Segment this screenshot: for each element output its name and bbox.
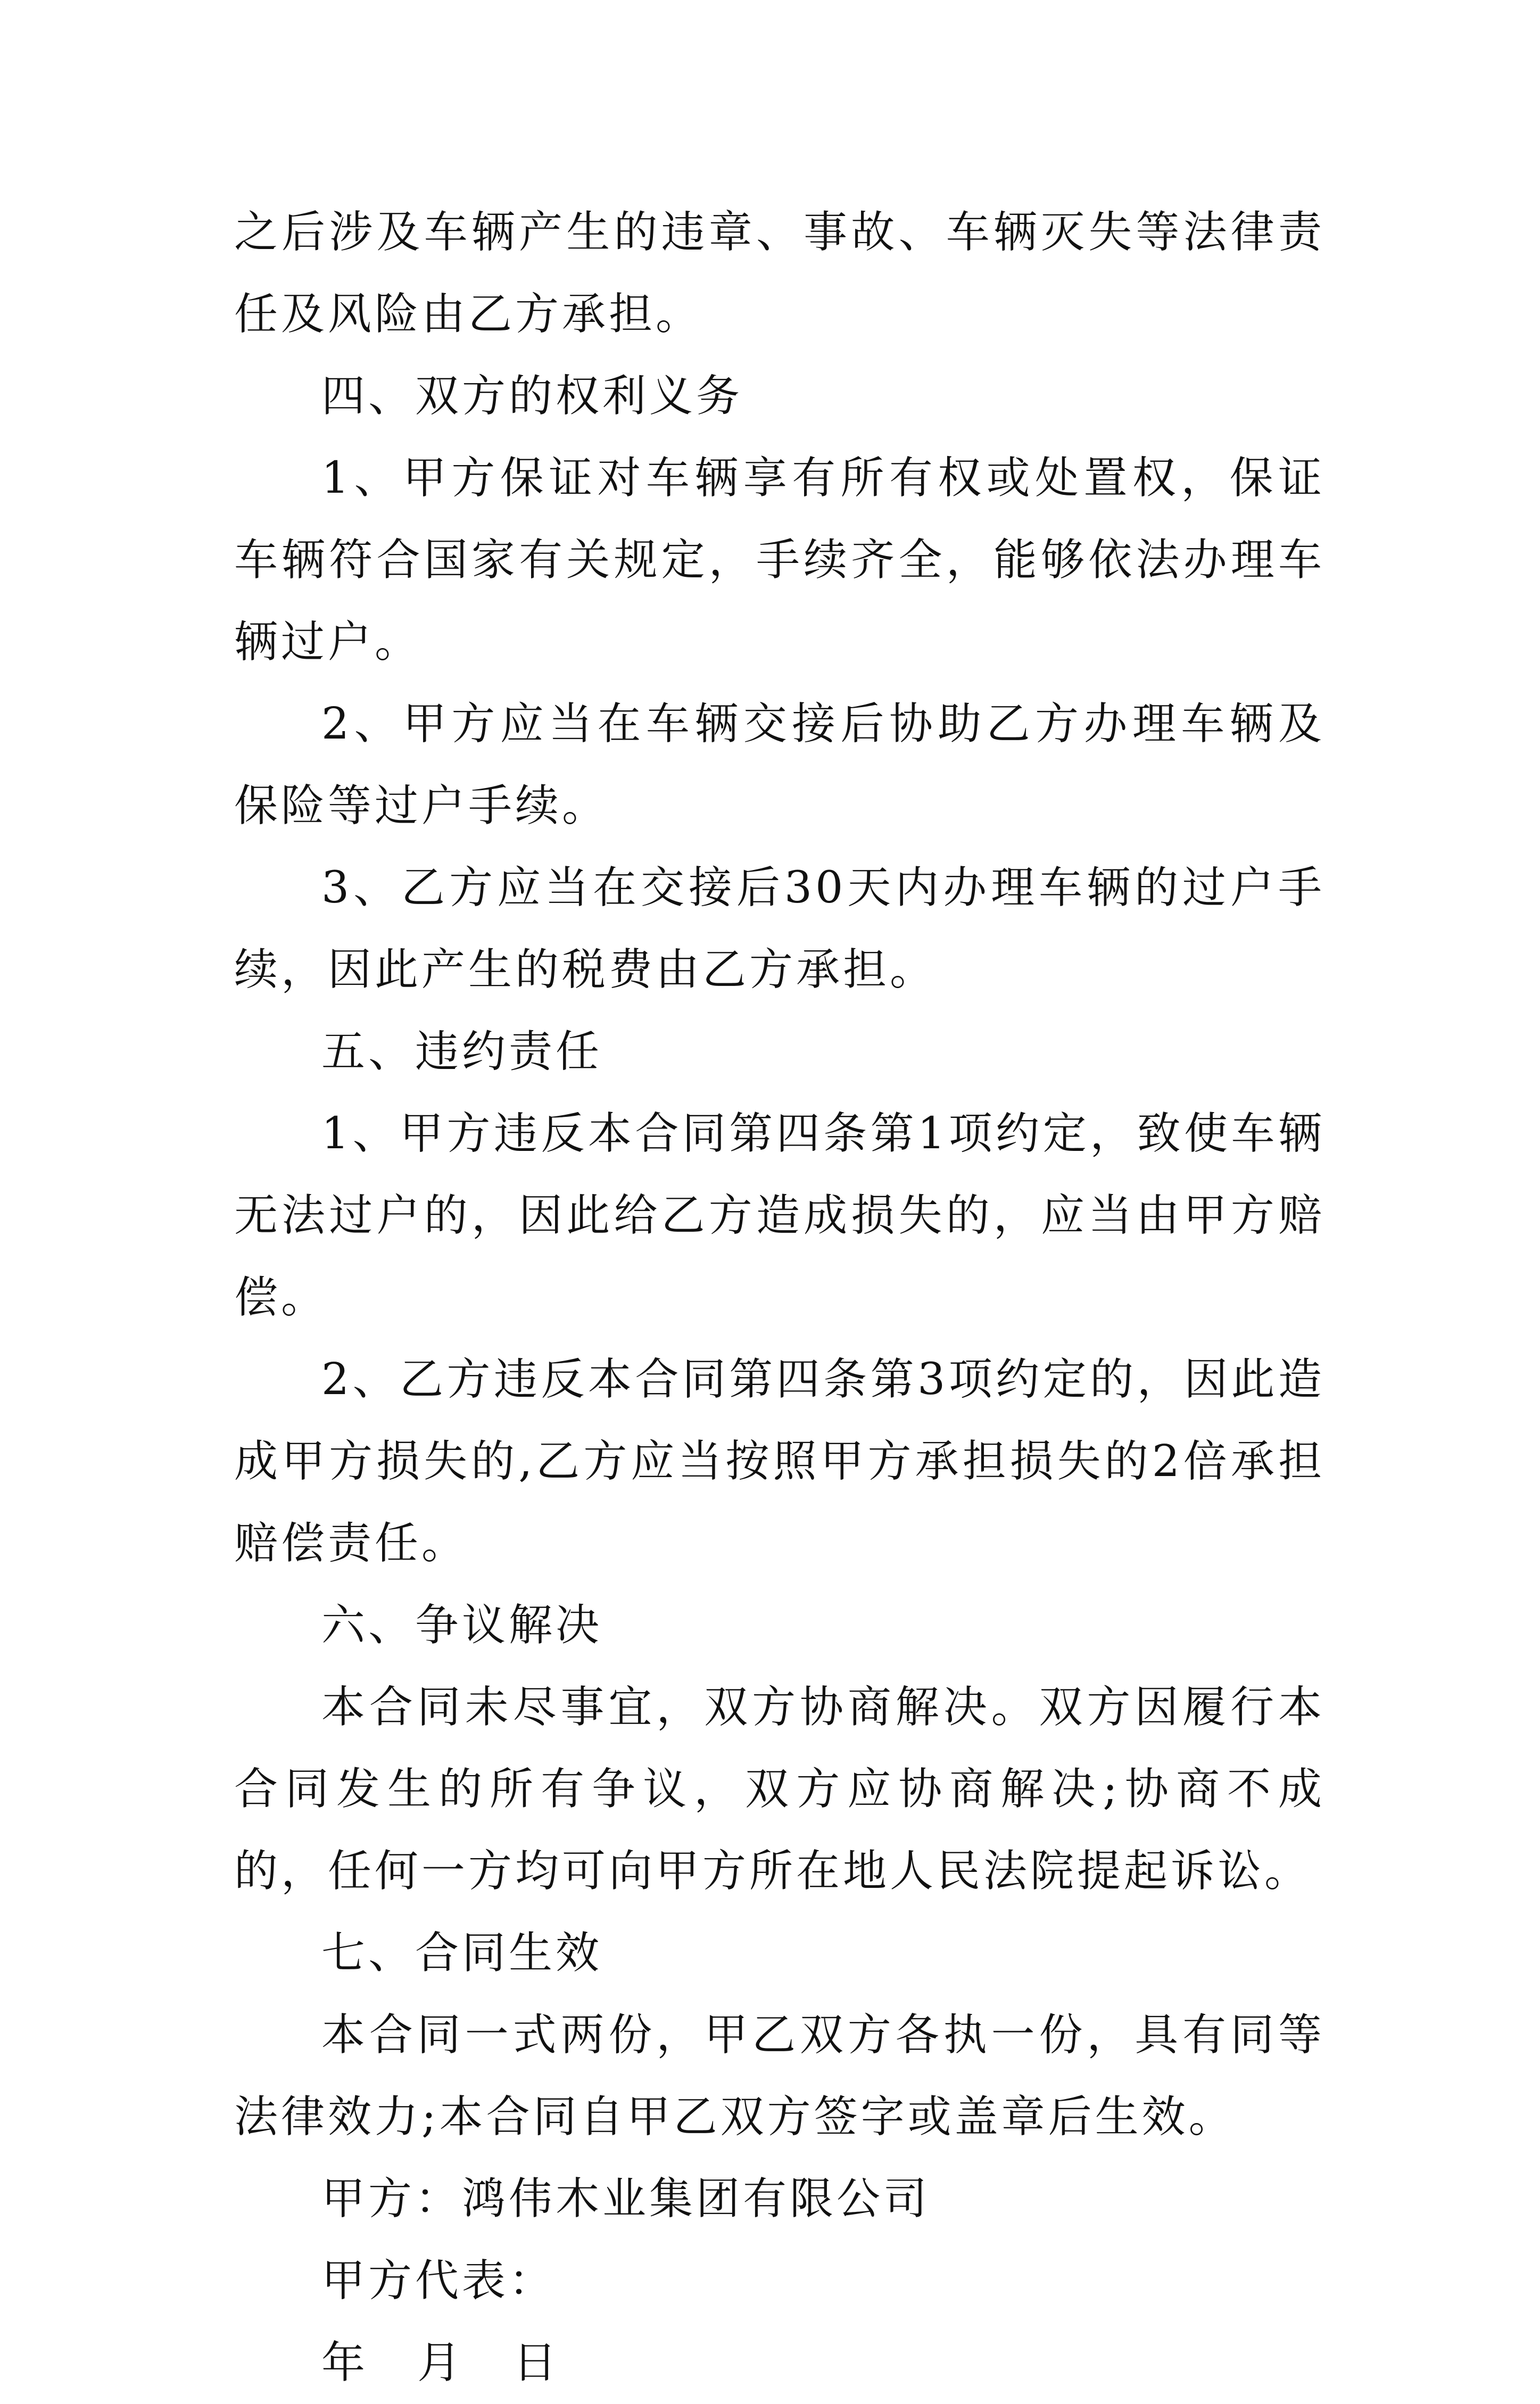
section-heading-breach-liability: 五、违约责任 (321, 1026, 603, 1077)
clause-5-1: 1、甲方违反本合同第四条第1项约定，致使车辆无法过户的，因此给乙方造成损失的，应当由甲方赔偿。 (234, 1108, 1325, 1323)
clause-4-3: 3、乙方应当在交接后30天内办理车辆的过户手续，因此产生的税费由乙方承担。 (234, 863, 1325, 995)
section-heading-contract-effect: 七、合同生效 (321, 1928, 603, 1978)
section-heading-dispute-resolution: 六、争议解决 (321, 1600, 603, 1651)
clause-6-body: 本合同未尽事宜，双方协商解决。双方因履行本合同发生的所有争议，双方应协商解决;协商不成的，任何一方均可向甲方所在地人民法院提起诉讼。 (234, 1682, 1325, 1896)
party-a-name: 甲方：鸿伟木业集团有限公司 (321, 2174, 931, 2224)
party-a-representative: 甲方代表： (321, 2256, 556, 2306)
section-heading-rights-obligations: 四、双方的权利义务 (321, 371, 743, 421)
clause-7-body: 本合同一式两份，甲乙双方各执一份，具有同等法律效力;本合同自甲乙双方签字或盖章后生效。 (234, 2010, 1325, 2142)
clause-5-2: 2、乙方违反本合同第四条第3项约定的，因此造成甲方损失的,乙方应当按照甲方承担损失的2倍承担赔偿责任。 (234, 1354, 1325, 1569)
clause-4-1: 1、甲方保证对车辆享有所有权或处置权，保证车辆符合国家有关规定，手续齐全，能够依法办理车辆过户。 (234, 453, 1325, 667)
paragraph-liability-continuation: 之后涉及车辆产生的违章、事故、车辆灭失等法律责任及风险由乙方承担。 (234, 207, 1325, 339)
contract-body (234, 192, 1325, 2404)
signature-date: 年 月 日 (321, 2337, 576, 2388)
clause-4-2: 2、甲方应当在车辆交接后协助乙方办理车辆及保险等过户手续。 (234, 699, 1325, 831)
